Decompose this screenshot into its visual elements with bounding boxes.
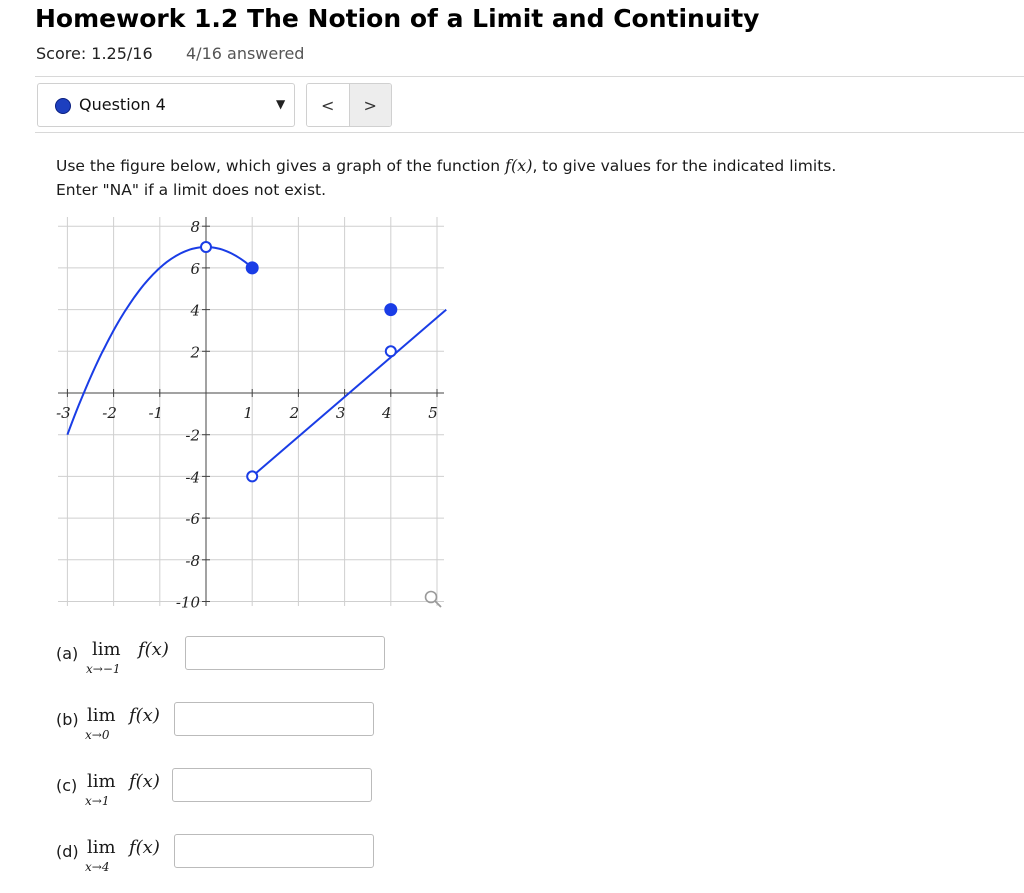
limit-part-label: (a) [56, 644, 79, 663]
open-point [201, 242, 211, 252]
limit-question-row [56, 702, 396, 742]
graph-tools[interactable] [426, 592, 442, 608]
limit-operator: lim [92, 639, 121, 660]
closed-point [385, 304, 397, 316]
y-tick-label: -8 [185, 551, 200, 570]
x-tick-label: 4 [382, 404, 392, 422]
limit-subscript: x→4 [85, 860, 110, 874]
limit-function: f(x) [129, 705, 160, 726]
closed-point [246, 262, 258, 274]
limit-answer-input[interactable] [172, 768, 372, 802]
limit-part-label: (b) [56, 710, 79, 729]
prompt-text-end: , to give values for the indicated limits. [532, 157, 837, 175]
limit-answer-input[interactable] [174, 702, 374, 736]
limit-part-label: (d) [56, 842, 79, 861]
limit-answer-input[interactable] [174, 834, 374, 868]
limit-function: f(x) [138, 639, 169, 660]
y-tick-label: -6 [185, 510, 200, 529]
x-tick-label: 1 [243, 404, 253, 422]
y-tick-label: 8 [190, 218, 200, 237]
next-question-button[interactable]: > [349, 84, 392, 126]
x-tick-label: -1 [148, 404, 164, 422]
x-tick-label: 3 [335, 404, 346, 422]
limit-operator: lim [87, 705, 116, 726]
y-tick-label: 4 [190, 301, 200, 320]
y-tick-label: 2 [190, 343, 200, 362]
limit-operator: lim [87, 771, 116, 792]
answered-count: 4/16 answered [186, 44, 305, 63]
y-tick-label: -2 [185, 426, 200, 445]
prompt-text-start: Use the figure below, which gives a graph of the function [56, 157, 506, 175]
page-title: Homework 1.2 The Notion of a Limit and Continuity [35, 4, 760, 33]
limit-subscript: x→0 [85, 728, 110, 742]
caret-down-icon: ▼ [276, 97, 286, 111]
y-tick-label: -4 [185, 468, 200, 487]
x-tick-label: 2 [289, 404, 300, 422]
x-tick-label: -3 [56, 404, 71, 422]
limit-answer-input[interactable] [185, 636, 385, 670]
prev-question-button[interactable]: < [307, 84, 349, 126]
x-tick-label: -2 [102, 404, 117, 422]
score-text: Score: 1.25/16 [36, 44, 153, 63]
magnifier-icon[interactable] [426, 592, 442, 608]
open-point [247, 471, 257, 481]
y-tick-label: -10 [175, 593, 200, 612]
limit-part-label: (c) [56, 776, 78, 795]
limit-subscript: x→1 [85, 794, 110, 808]
function-curve [67, 247, 446, 476]
limit-function: f(x) [129, 771, 160, 792]
limit-question-row [56, 834, 396, 874]
prompt-function: f(x) [505, 156, 533, 175]
limit-function: f(x) [129, 837, 160, 858]
limit-question-row [56, 636, 396, 676]
open-point [386, 346, 396, 356]
limit-operator: lim [87, 837, 116, 858]
y-tick-label: 6 [190, 259, 200, 278]
x-tick-label: 5 [428, 404, 438, 422]
prompt-instruction: Enter "NA" if a limit does not exist. [56, 181, 327, 199]
limit-subscript: x→−1 [86, 662, 121, 676]
limit-question-row [56, 768, 396, 808]
question-select-label: Question 4 [79, 95, 166, 114]
